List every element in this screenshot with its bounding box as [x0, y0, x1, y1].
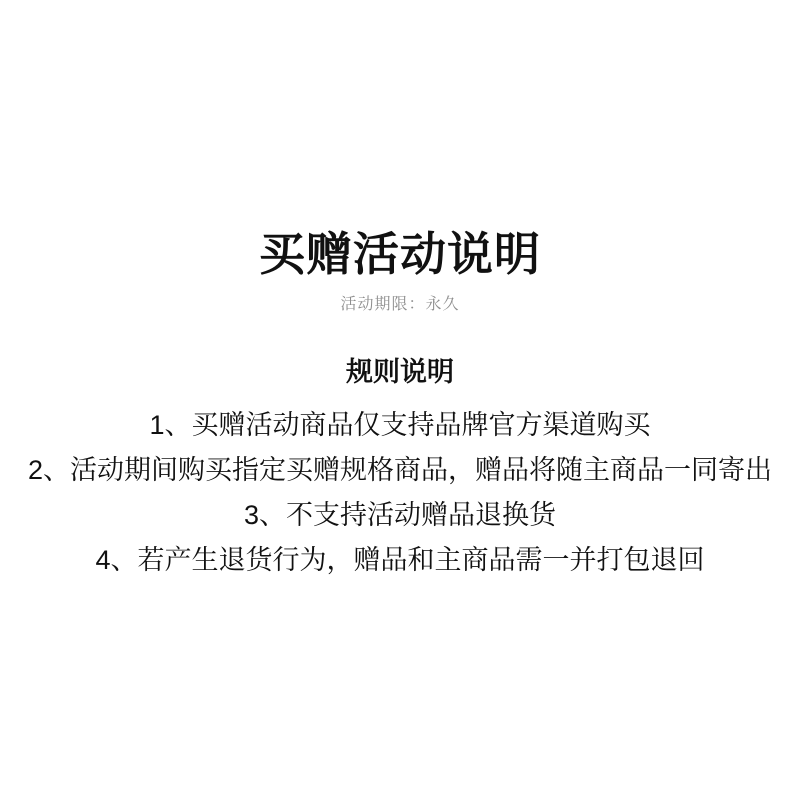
- rule-item-2: 2、活动期间购买指定买赠规格商品，赠品将随主商品一同寄出: [27, 454, 772, 485]
- rule-item-1: 1、买赠活动商品仅支持品牌官方渠道购买: [149, 409, 651, 440]
- rule-item-3: 3、不支持活动赠品退换货: [243, 499, 556, 530]
- rules-section-heading: 规则说明: [346, 356, 454, 387]
- rule-item-4: 4、若产生退货行为，赠品和主商品需一并打包退回: [95, 544, 705, 575]
- rules-list: [0, 403, 800, 583]
- activity-period-subtitle: 活动期限：永久: [340, 295, 460, 313]
- page-title: 买赠活动说明: [259, 228, 541, 280]
